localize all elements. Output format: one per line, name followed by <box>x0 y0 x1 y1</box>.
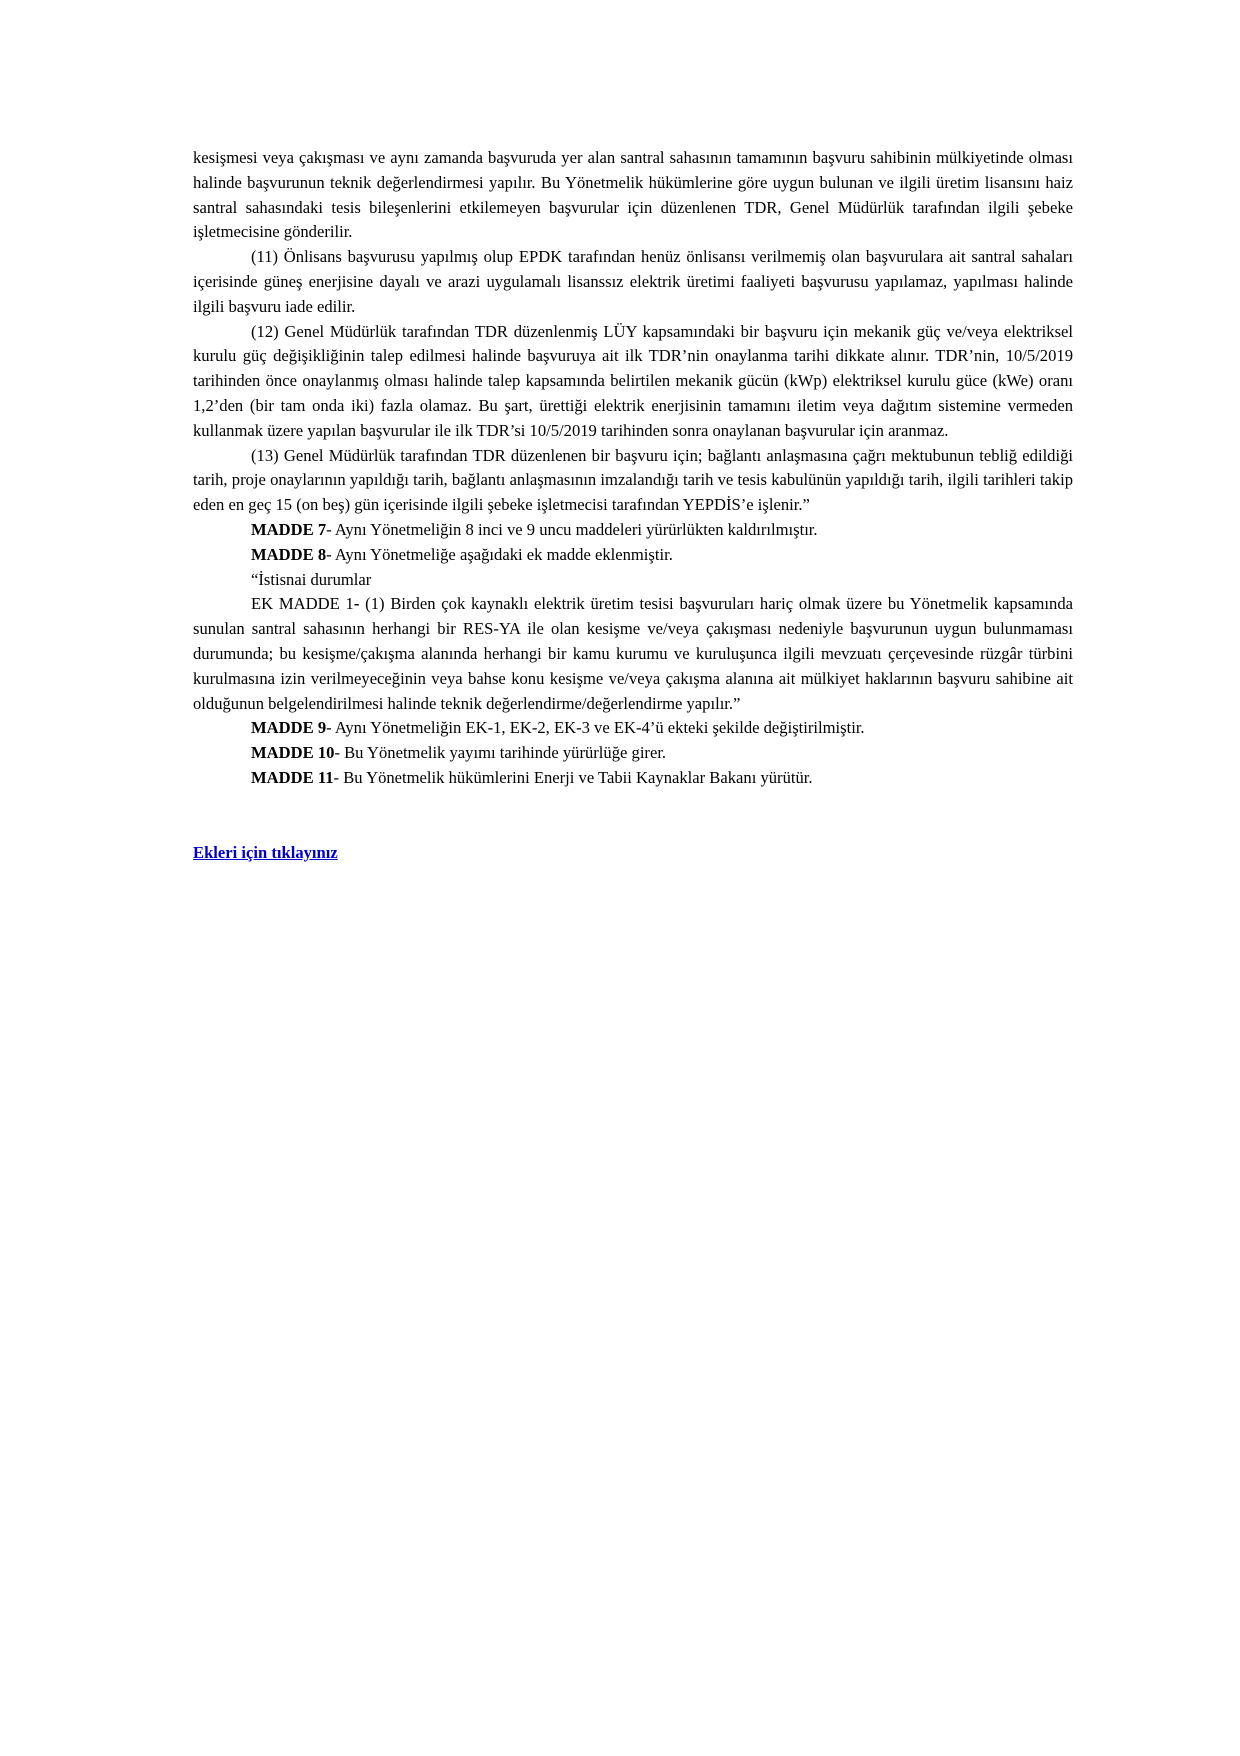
ek-madde-1 <box>193 592 1073 716</box>
madde-10-text: - Bu Yönetmelik yayımı tarihinde yürürlüğe girer. <box>334 743 667 763</box>
document-body <box>193 146 1073 866</box>
attachment-link-container <box>193 841 1073 866</box>
ek-madde-1-label: EK MADDE 1 <box>251 594 354 614</box>
madde-8-label: MADDE 8 <box>251 544 327 564</box>
madde-7-label: MADDE 7 <box>251 519 327 539</box>
paragraph-12: (12) Genel Müdürlük tarafından TDR düzenlenmiş LÜY kapsamındaki bir başvuru için mekanik güç ve/veya elektriksel kurulu güç değişikliğinin talep edilmesi halinde başvuruya ait ilk TDR’nin onaylanma tarihi dikkate alınır. TDR’nin, 10/5/2019 tarihinden önce onaylanmış olması halinde talep kapsamında belirtilen mekanik gücün (kWp) elektriksel kurulu güce (kWe) oranı 1,2’den (bir tam onda iki) fazla olamaz. Bu şart, ürettiği elektrik enerjisinin tamamını iletim veya dağıtım sistemine vermeden kullanmak üzere yapılan başvurular ile ilk TDR’si 10/5/2019 tarihinden sonra onaylanan başvurular için aranmaz. <box>193 321 1073 440</box>
madde-10-label: MADDE 10 <box>251 743 335 763</box>
paragraph-11: (11) Önlisans başvurusu yapılmış olup EPDK tarafından henüz önlisansı verilmemiş olan başvurulara ait santral sahaları içerisinde güneş enerjisine dayalı ve arazi uygulamalı lisanssız elektrik üretimi faaliyeti başvurusu yapılamaz, yapılması halinde ilgili başvuru iade edilir. <box>193 247 1073 316</box>
paragraph-13: (13) Genel Müdürlük tarafından TDR düzenlenen bir başvuru için; bağlantı anlaşmasına çağrı mektubunun tebliğ edildiği tarih, proje onaylarının yapıldığı tarih, bağlantı anlaşmasının imzalandığı tarih ve tesis kabulünün yapıldığı tarih, ilgili tarihleri takip eden en geç 15 (on beş) gün içerisinde ilgili şebeke işletmecisi tarafından YEPDİS’e işlenir.” <box>193 445 1073 515</box>
istisnai-durumlar-heading: “İstisnai durumlar <box>251 569 372 589</box>
madde-11-text: - Bu Yönetmelik hükümlerini Enerji ve Tabii Kaynaklar Bakanı yürütür. <box>333 767 813 787</box>
madde-7-text: - Aynı Yönetmeliğin 8 inci ve 9 uncu maddeleri yürürlükten kaldırılmıştır. <box>326 519 818 539</box>
madde-11 <box>193 766 1073 791</box>
ek-madde-1-text: (1) Birden çok kaynaklı elektrik üretim tesisi başvuruları hariç olmak üzere bu Yönetmelik kapsamında sunulan santral sahasının herhangi bir RES-YA ile olan kesişme ve/veya çakışması nedeniyle başvurunun uygun bulunmaması durumunda; bu kesişme/çakışma alanında herhangi bir kamu kurumu ve kuruluşunca ilgili mevzuatı çerçevesinde rüzgâr türbini kurulmasına izin verilmeyeceğinin veya bahse konu kesişme ve/veya çakışma alanına ait mülkiyet haklarının başvuru sahibine ait olduğunun belgelendirilmesi halinde teknik değerlendirme/değerlendirme yapılır.” <box>193 594 1074 713</box>
madde-10 <box>193 741 1073 766</box>
madde-8 <box>193 543 1073 568</box>
madde-9-label: MADDE 9 <box>251 718 327 738</box>
paragraph-continuation: kesişmesi veya çakışması ve aynı zamanda başvuruda yer alan santral sahasının tamamının başvuru sahibinin mülkiyetinde olması halinde başvurunun teknik değerlendirmesi yapılır. Bu Yönetmelik hükümlerine göre uygun bulunan ve ilgili üretim lisansını haiz santral sahasındaki tesis bileşenlerini etkilemeyen başvurular için düzenlenen TDR, Genel Müdürlük tarafından ilgili şebeke işletmecisine gönderilir. <box>193 148 1073 242</box>
madde-8-text: - Aynı Yönetmeliğe aşağıdaki ek madde eklenmiştir. <box>326 544 673 564</box>
madde-11-label: MADDE 11 <box>251 767 334 787</box>
madde-7 <box>193 518 1073 543</box>
attachments-link[interactable]: Ekleri için tıklayınız <box>193 842 338 862</box>
ek-madde-1-dash: - <box>353 594 360 614</box>
madde-9 <box>193 716 1073 741</box>
madde-9-text: - Aynı Yönetmeliğin EK-1, EK-2, EK-3 ve EK-4’ü ekteki şekilde değiştirilmiştir. <box>326 718 865 738</box>
